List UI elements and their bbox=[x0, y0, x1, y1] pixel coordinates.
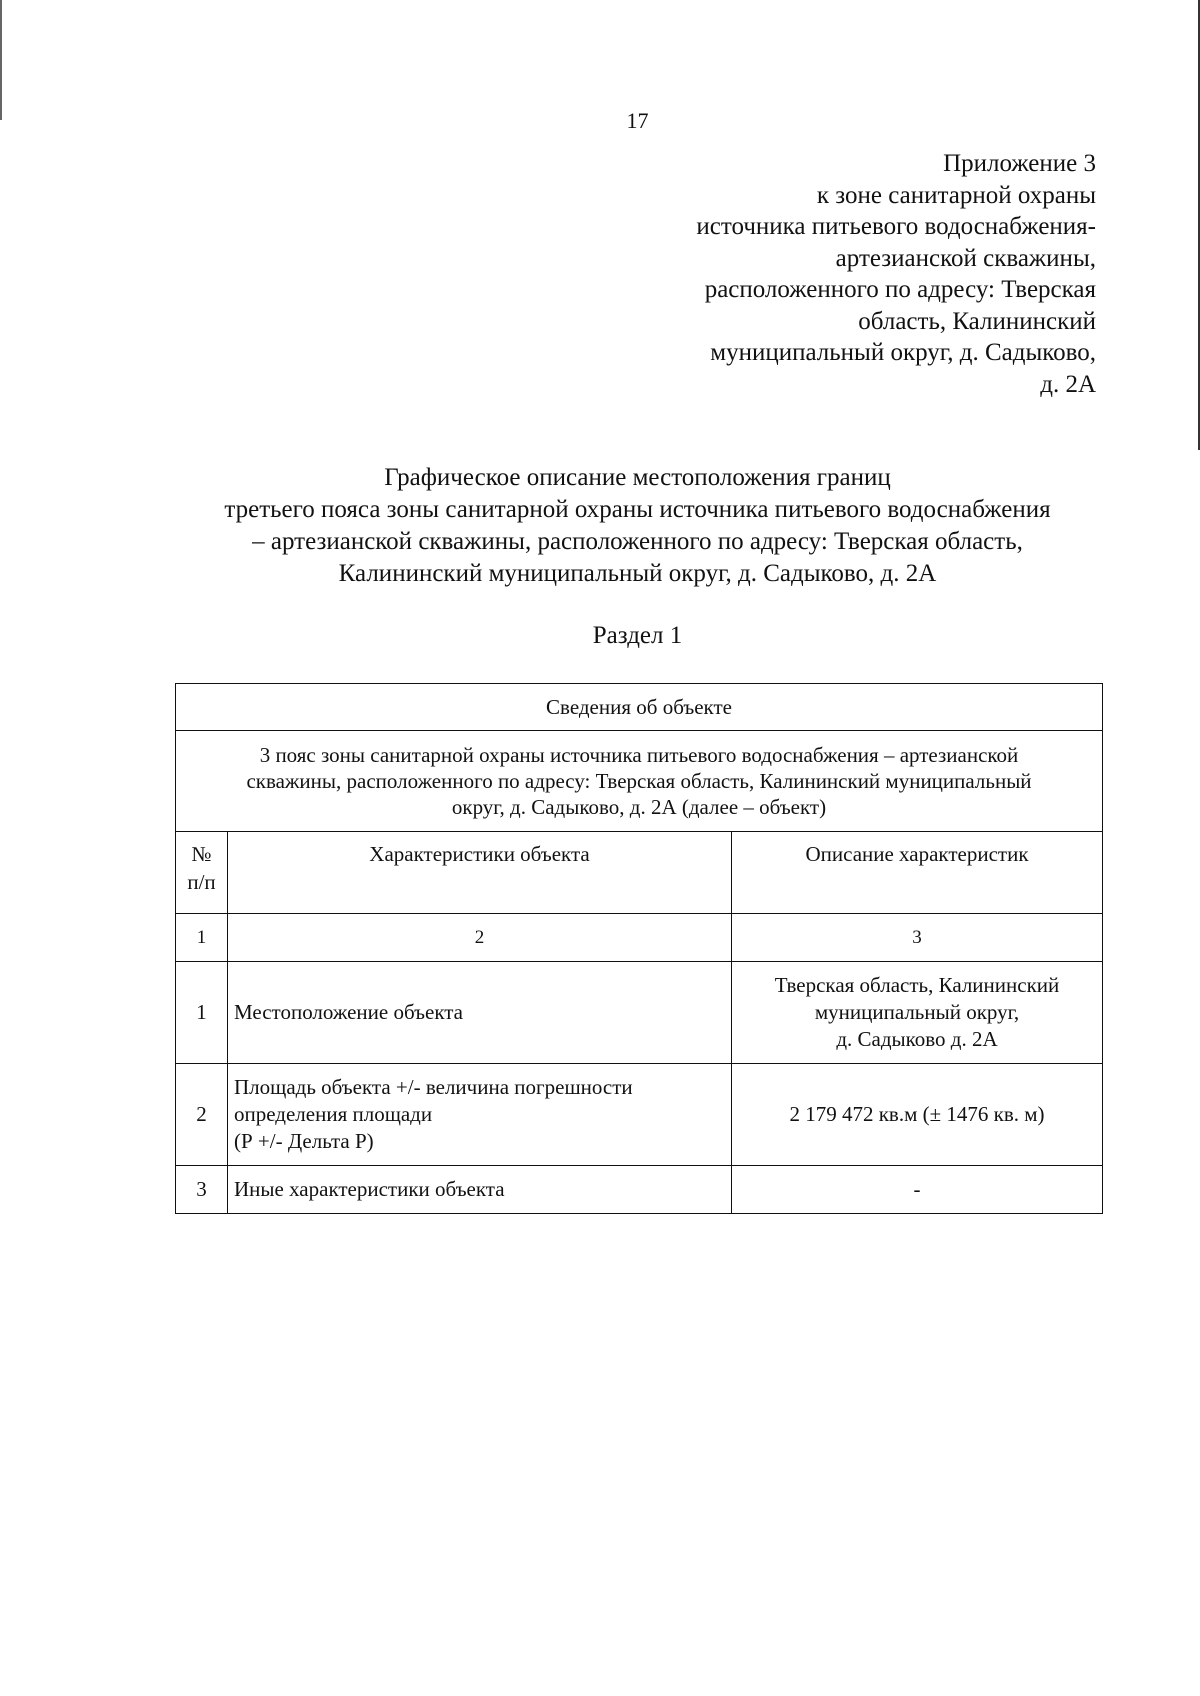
row-number-cell: 2 bbox=[176, 1064, 228, 1166]
characteristic-line: Иные характеристики объекта bbox=[234, 1177, 505, 1201]
title-line: Калининский муниципальный округ, д. Садыково, д. 2А bbox=[338, 560, 937, 587]
value-line: 2 179 472 кв.м (± 1476 кв. м) bbox=[789, 1102, 1045, 1126]
column-number-cell: 1 bbox=[176, 914, 228, 962]
info-header-cell: Сведения об объекте bbox=[176, 684, 1103, 731]
appendix-line: источника питьевого водоснабжения- bbox=[696, 213, 1096, 240]
appendix-line: муниципальный округ, д. Садыково, bbox=[710, 339, 1096, 366]
table-row bbox=[176, 1166, 1103, 1214]
characteristic-cell bbox=[228, 1166, 732, 1214]
characteristic-cell bbox=[228, 962, 732, 1064]
value-cell bbox=[732, 1166, 1103, 1214]
characteristic-line: Местоположение объекта bbox=[234, 1000, 464, 1024]
value-line: д. Садыково д. 2А bbox=[836, 1027, 998, 1051]
object-description-cell bbox=[176, 731, 1103, 832]
appendix-line: расположенного по адресу: Тверская bbox=[704, 276, 1096, 303]
title-line: третьего пояса зоны санитарной охраны источника питьевого водоснабжения bbox=[224, 496, 1051, 523]
title-line: Графическое описание местоположения границ bbox=[384, 464, 891, 491]
characteristic-line: (Р +/- Дельта Р) bbox=[234, 1129, 374, 1153]
row-number-cell: 3 bbox=[176, 1166, 228, 1214]
column-number-row bbox=[176, 914, 1103, 962]
column-number-cell: 3 bbox=[732, 914, 1103, 962]
characteristic-line: определения площади bbox=[234, 1102, 433, 1126]
section-label: Раздел 1 bbox=[592, 622, 683, 649]
title-line: – артезианской скважины, расположенного по адресу: Тверская область, bbox=[252, 528, 1023, 555]
value-line: муниципальный округ, bbox=[814, 1000, 1020, 1024]
scan-edge-left bbox=[0, 0, 2, 120]
value-line: - bbox=[913, 1177, 921, 1201]
table-row bbox=[176, 731, 1103, 832]
document-title bbox=[150, 462, 1125, 590]
col-header-characteristics: Характеристики объекта bbox=[228, 832, 732, 914]
appendix-line: область, Калининский bbox=[858, 307, 1096, 335]
col-header-num bbox=[176, 832, 228, 914]
object-info-table bbox=[175, 683, 1103, 1214]
appendix-line: артезианской скважины, bbox=[835, 244, 1096, 272]
col-header-num-line: п/п bbox=[187, 870, 216, 894]
appendix-line: д. 2А bbox=[1040, 370, 1096, 398]
value-cell bbox=[732, 962, 1103, 1064]
value-line: Тверская область, Калининский bbox=[774, 973, 1060, 997]
col-header-num-line: № bbox=[191, 842, 212, 866]
page-number: 17 bbox=[626, 108, 649, 133]
object-description-line: округ, д. Садыково, д. 2А (далее – объект) bbox=[451, 795, 827, 819]
appendix-line: к зоне санитарной охраны bbox=[816, 181, 1096, 209]
col-header-description: Описание характеристик bbox=[732, 832, 1103, 914]
characteristic-cell bbox=[228, 1064, 732, 1166]
object-description-line: скважины, расположенного по адресу: Тверская область, Калининский муниципальный bbox=[246, 769, 1032, 793]
appendix-block bbox=[576, 148, 1096, 400]
table-row bbox=[176, 1064, 1103, 1166]
column-number-cell: 2 bbox=[228, 914, 732, 962]
row-number-cell: 1 bbox=[176, 962, 228, 1064]
table-header-row bbox=[176, 832, 1103, 914]
appendix-line: Приложение 3 bbox=[943, 150, 1096, 177]
object-description-line: 3 пояс зоны санитарной охраны источника питьевого водоснабжения – артезианской bbox=[259, 743, 1019, 767]
characteristic-line: Площадь объекта +/- величина погрешности bbox=[234, 1075, 633, 1099]
value-cell bbox=[732, 1064, 1103, 1166]
table-row bbox=[176, 962, 1103, 1064]
table-row bbox=[176, 684, 1103, 731]
